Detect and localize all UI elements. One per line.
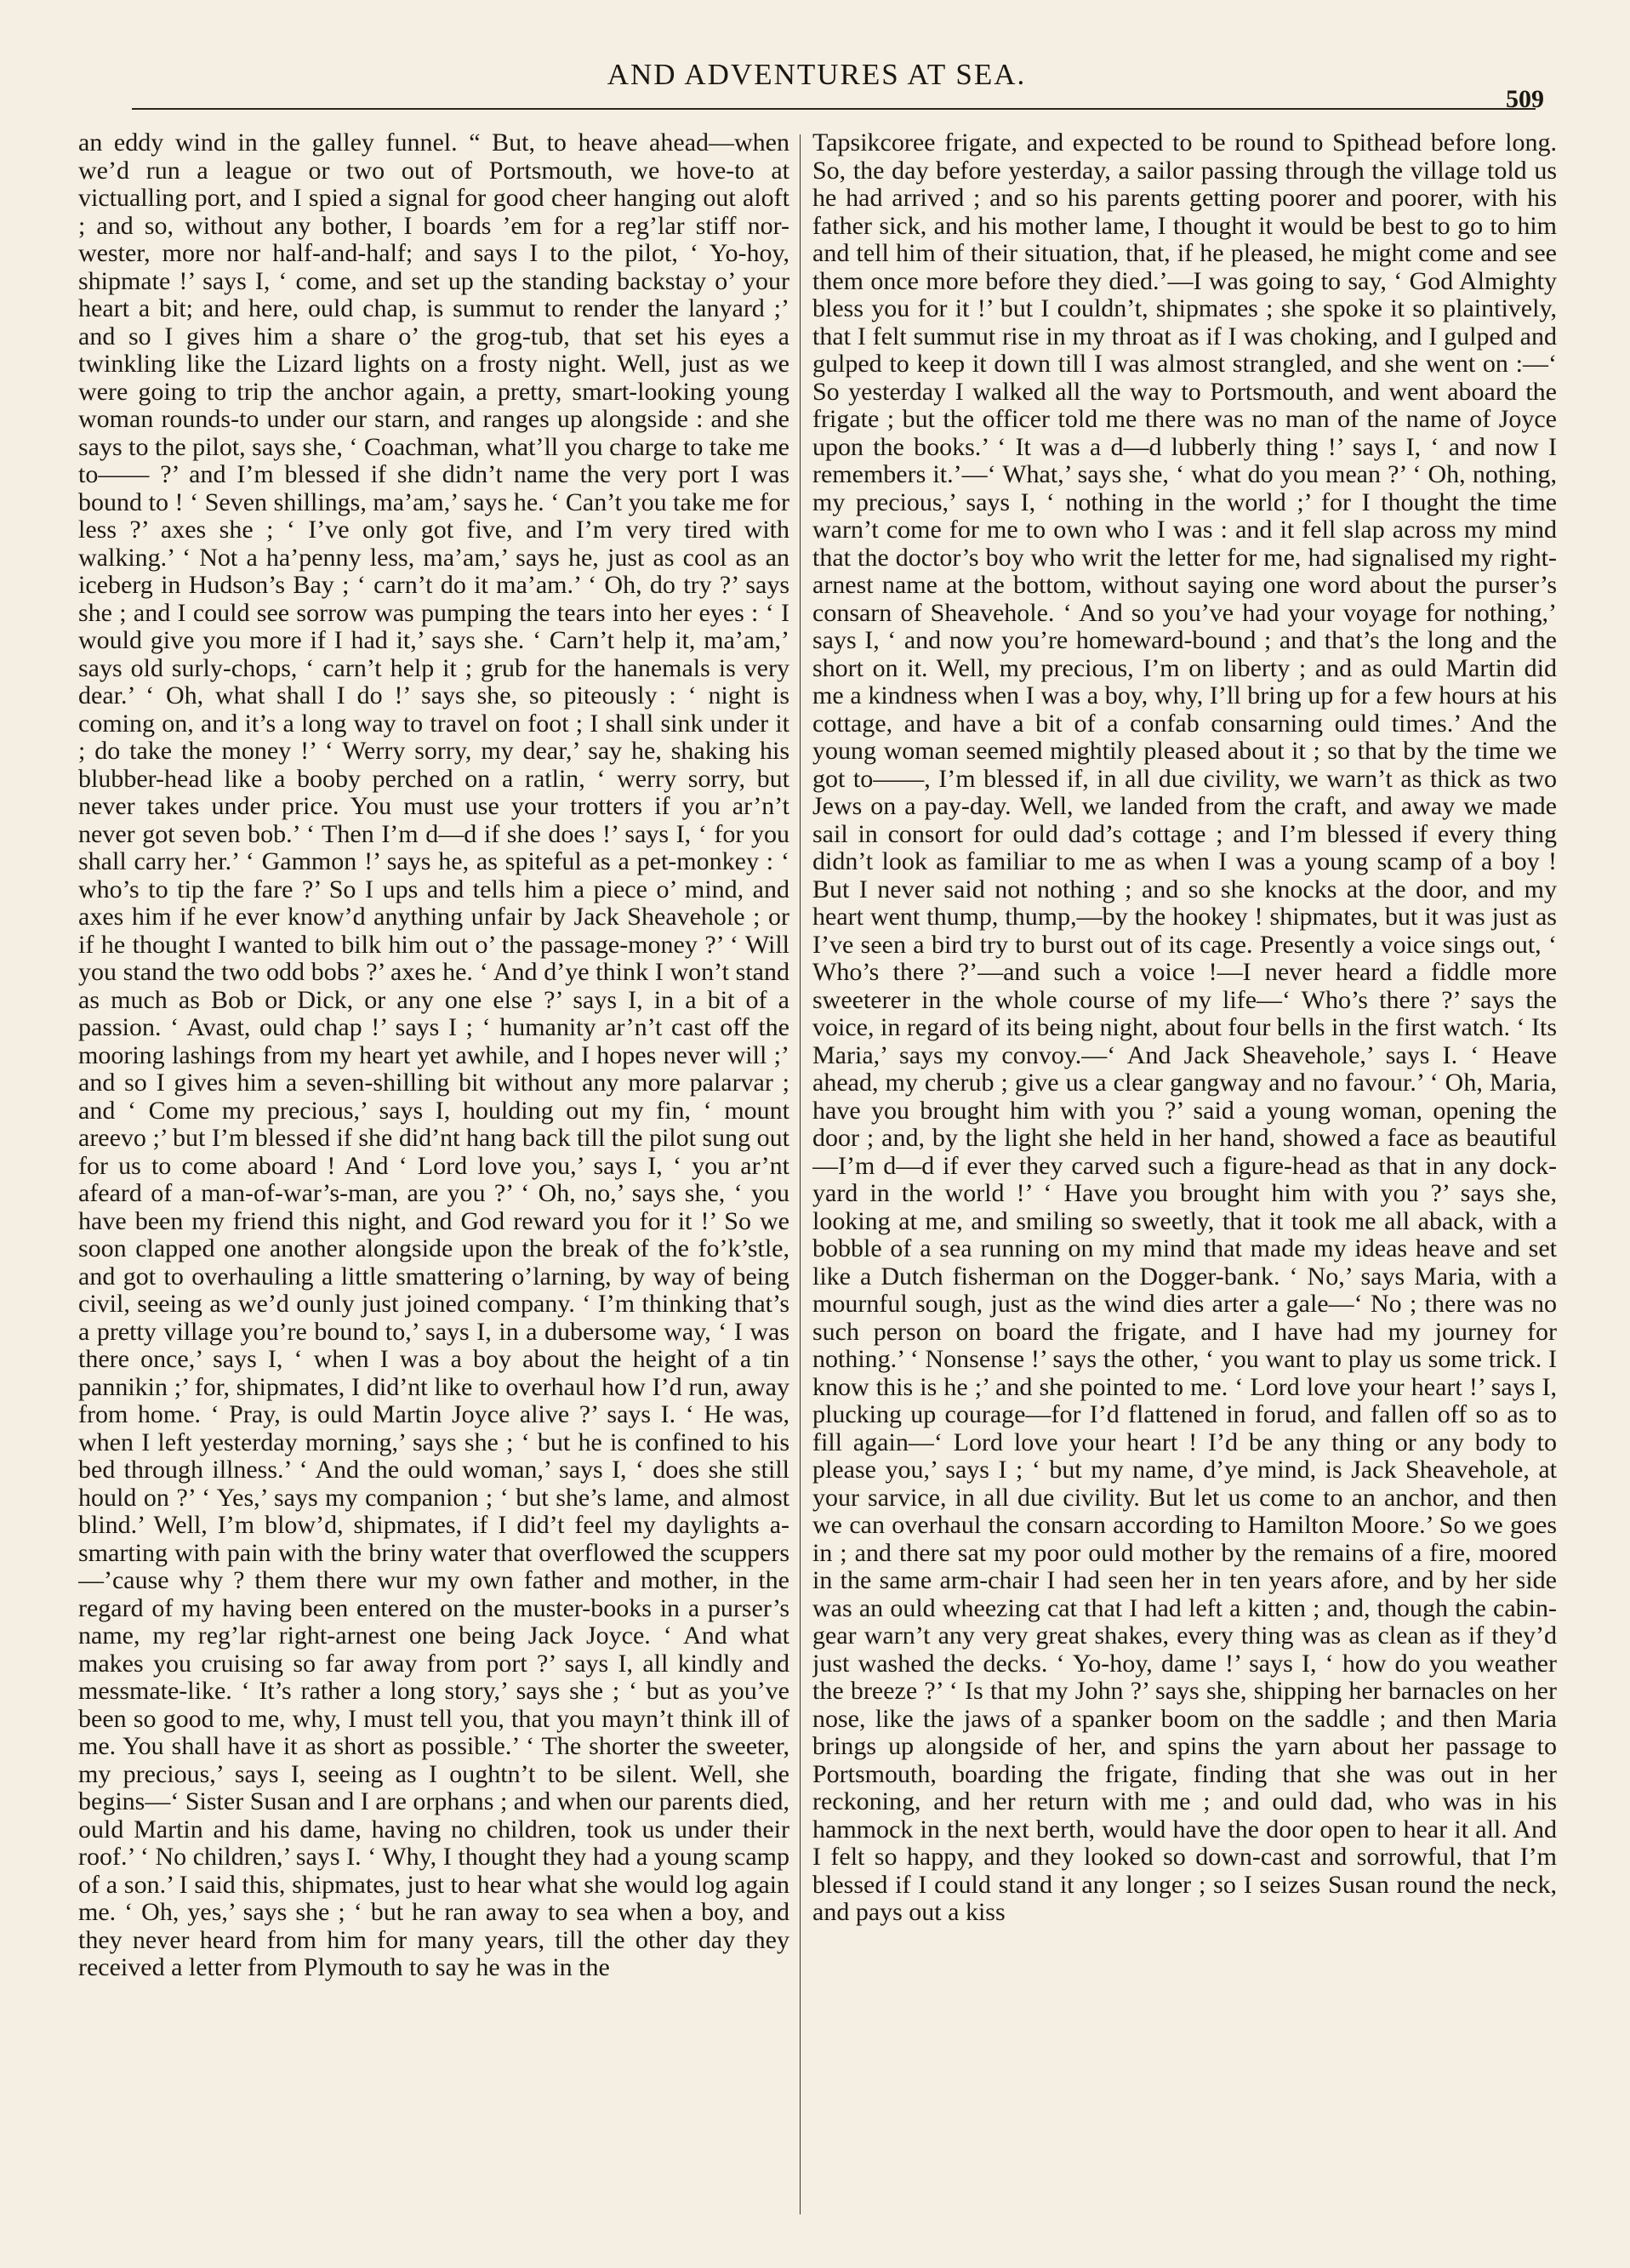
header-rule	[132, 108, 1536, 110]
column-divider	[800, 134, 801, 2214]
text-column-left	[78, 129, 789, 2239]
column-text: an eddy wind in the galley funnel. “ But, to heave ahead—when we’d run a league or two out of Portsmouth, we hove-to at victualling port, and I spied a signal for good cheer hanging out aloft ; and so, without any bother, I boards ’em for a reg’lar stiff nor-wester, more nor half-and-half; and says I to the pilot, ‘ Yo-hoy, shipmate !’ says I, ‘ come, and set up the standing backstay o’ your heart a bit; and here, ould chap, is summut to render the lanyard ;’ and so I gives him a share o’ the grog-tub, that set his eyes a twinkling like the Lizard lights on a frosty night. Well, just as we were going to trip the anchor again, a pretty, smart-looking young woman rounds-to under our starn, and ranges up alongside : and she says to the pilot, says she, ‘ Coachman, what’ll you charge to take me to—— ?’ and I’m blessed if she didn’t name the very port I was bound to ! ‘ Seven shillings, ma’am,’ says he. ‘ Can’t you take me for less ?’ axes she ; ‘ I’ve only got five, and I’m very tired with walking.’ ‘ Not a ha’penny less, ma’am,’ says he, just as cool as an iceberg in Hudson’s Bay ; ‘ carn’t do it ma’am.’ ‘ Oh, do try ?’ says she ; and I could see sorrow was pumping the tears into her eyes : ‘ I would give you more if I had it,’ says she. ‘ Carn’t help it, ma’am,’ says old surly-chops, ‘ carn’t help it ; grub for the hanemals is very dear.’ ‘ Oh, what shall I do !’ says she, so piteously : ‘ night is coming on, and it’s a long way to travel on foot ; I shall sink under it ; do take the money !’ ‘ Werry sorry, my dear,’ say he, shaking his blubber-head like a booby perched on a ratlin, ‘ werry sorry, but never takes under price. You must use your trotters if you ar’n’t never got seven bob.’ ‘ Then I’m d—d if she does !’ says I, ‘ for you shall carry her.’ ‘ Gammon !’ says he, as spiteful as a pet-monkey : ‘ who’s to tip the fare ?’ So I ups and tells him a piece o’ mind, and axes him if he ever know’d anything unfair by Jack Sheavehole ; or if he thought I wanted to bilk him out o’ the passage-money ?’ ‘ Will you stand the two odd bobs ?’ axes he. ‘ And d’ye think I won’t stand as much as Bob or Dick, or any one else ?’ says I, in a bit of a passion. ‘ Avast, ould chap !’ says I ; ‘ humanity ar’n’t cast off the mooring lashings from my heart yet awhile, and I hopes never will ;’ and so I gives him a seven-shilling bit without any more palarvar ; and ‘ Come my precious,’ says I, houlding out my fin, ‘ mount areevo ;’ but I’m blessed if she did’nt hang back till the pilot sung out for us to come aboard ! And ‘ Lord love you,’ says I, ‘ you ar’nt afeard of a man-of-war’s-man, are you ?’ ‘ Oh, no,’ says she, ‘ you have been my friend this night, and God reward you for it !’ So we soon clapped one another alongside upon the break of the fo’k’stle, and got to overhauling a little smattering o’larning, by way of being civil, seeing as we’d ounly just joined company. ‘ I’m thinking that’s a pretty village you’re bound to,’ says I, in a dubersome way, ‘ I was there once,’ says I, ‘ when I was a boy about the height of a tin pannikin ;’ for, shipmates, I did’nt like to overhaul how I’d run, away from home. ‘ Pray, is ould Martin Joyce alive ?’ says I. ‘ He was, when I left yesterday morning,’ says she ; ‘ but he is confined to his bed through illness.’ ‘ And the ould woman,’ says I, ‘ does she still hould on ?’ ‘ Yes,’ says my companion ; ‘ but she’s lame, and almost blind.’ Well, I’m blow’d, shipmates, if I did’t feel my daylights a-smarting with pain with the briny water that overflowed the scuppers —’cause why ? them there wur my own father and mother, in the regard of my having been entered on the muster-books in a purser’s name, my reg’lar right-arnest one being Jack Joyce. ‘ And what makes you cruising so far away from port ?’ says I, all kindly and messmate-like. ‘ It’s rather a long story,’ says she ; ‘ but as you’ve been so good to me, why, I must tell you, that you mayn’t think ill of me. You shall have it as short as possible.’ ‘ The shorter the sweeter, my precious,’ says I, seeing as I oughtn’t to be silent. Well, she begins—‘ Sister Susan and I are orphans ; and when our parents died, ould Martin and his dame, having no children, took us under their roof.’ ‘ No children,’ says I. ‘ Why, I thought they had a young scamp of a son.’ I said this, shipmates, just to hear what she would log again me. ‘ Oh, yes,’ says she ; ‘ but he ran away to sea when a boy, and they never heard from him for many years, till the other day they received a letter from Plymouth to say he was in the	[78, 129, 789, 1981]
column-text: Tapsikcoree frigate, and expected to be round to Spithead before long. So, the day before yesterday, a sailor passing through the village told us he had arrived ; and so his parents getting poorer and poorer, with his father sick, and his mother lame, I thought it would be best to go to him and tell him of their situation, that, if he pleased, he might come and see them once more before they died.’—I was going to say, ‘ God Almighty bless you for it !’ but I couldn’t, shipmates ; she spoke it so plaintively, that I felt summut rise in my throat as if I was choking, and I gulped and gulped to keep it down till I was almost strangled, and she went on :—‘ So yesterday I walked all the way to Portsmouth, and went aboard the frigate ; but the officer told me there was no man of the name of Joyce upon the books.’ ‘ It was a d—d lubberly thing !’ says I, ‘ and now I remembers it.’—‘ What,’ says she, ‘ what do you mean ?’ ‘ Oh, nothing, my precious,’ says I, ‘ nothing in the world ;’ for I thought the time warn’t come for me to own who I was : and it fell slap across my mind that the doctor’s boy who writ the letter for me, had signalised my right-arnest name at the bottom, without saying one word about the purser’s consarn of Sheavehole. ‘ And so you’ve had your voyage for nothing,’ says I, ‘ and now you’re homeward-bound ; and that’s the long and the short on it. Well, my precious, I’m on liberty ; and as ould Martin did me a kindness when I was a boy, why, I’ll bring up for a few hours at his cottage, and have a bit of a confab consarning ould times.’ And the young woman seemed mightily pleased about it ; so that by the time we got to——, I’m blessed if, in all due civility, we warn’t as thick as two Jews on a pay-day. Well, we landed from the craft, and away we made sail in consort for ould dad’s cottage ; and I’m blessed if every thing didn’t look as familiar to me as when I was a young scamp of a boy ! But I never said not nothing ; and so she knocks at the door, and my heart went thump, thump,—by the hookey ! shipmates, but it was just as I’ve seen a bird try to burst out of its cage. Presently a voice sings out, ‘ Who’s there ?’—and such a voice !—I never heard a fiddle more sweeterer in the whole course of my life—‘ Who’s there ?’ says the voice, in regard of its being night, about four bells in the first watch. ‘ Its Maria,’ says my convoy.—‘ And Jack Sheavehole,’ says I. ‘ Heave ahead, my cherub ; give us a clear gangway and no favour.’ ‘ Oh, Maria, have you brought him with you ?’ said a young woman, opening the door ; and, by the light she held in her hand, showed a face as beautiful—I’m d—d if ever they carved such a figure-head as that in any dock-yard in the world !’ ‘ Have you brought him with you ?’ says she, looking at me, and smiling so sweetly, that it took me all aback, with a bobble of a sea running on my mind that made my ideas heave and set like a Dutch fisherman on the Dogger-bank. ‘ No,’ says Maria, with a mournful sough, just as the wind dies arter a gale—‘ No ; there was no such person on board the frigate, and I have had my journey for nothing.’ ‘ Nonsense !’ says the other, ‘ you want to play us some trick. I know this is he ;’ and she pointed to me. ‘ Lord love your heart !’ says I, plucking up courage—for I’d flattened in forud, and fallen off so as to fill again—‘ Lord love your heart ! I’d be any thing or any body to please you,’ says I ; ‘ but my name, d’ye mind, is Jack Sheavehole, at your sarvice, in all due civility. But let us come to an anchor, and then we can overhaul the consarn according to Hamilton Moore.’ So we goes in ; and there sat my poor ould mother by the remains of a fire, moored in the same arm-chair I had seen her in ten years afore, and by her side was an ould wheezing cat that I had left a kitten ; and, though the cabin-gear warn’t any very great shakes, every thing was as clean as if they’d just washed the decks. ‘ Yo-hoy, dame !’ says I, ‘ how do you weather the breeze ?’ ‘ Is that my John ?’ says she, shipping her barnacles on her nose, like the jaws of a spanker boom on the saddle ; and then Maria brings up alongside of her, and spins the yarn about her passage to Portsmouth, boarding the frigate, finding that she was out in her reckoning, and her return with me ; and ould dad, who was in his hammock in the next berth, would have the door open to hear it all. And I felt so happy, and they looked so down-cast and sorrowful, that I’m blessed if I could stand it any longer ; so I seizes Susan round the neck, and pays out a kiss	[812, 129, 1557, 1926]
text-column-right	[812, 129, 1557, 2239]
running-title: AND ADVENTURES AT SEA.	[607, 58, 1027, 91]
page-number: 509	[1506, 85, 1544, 113]
